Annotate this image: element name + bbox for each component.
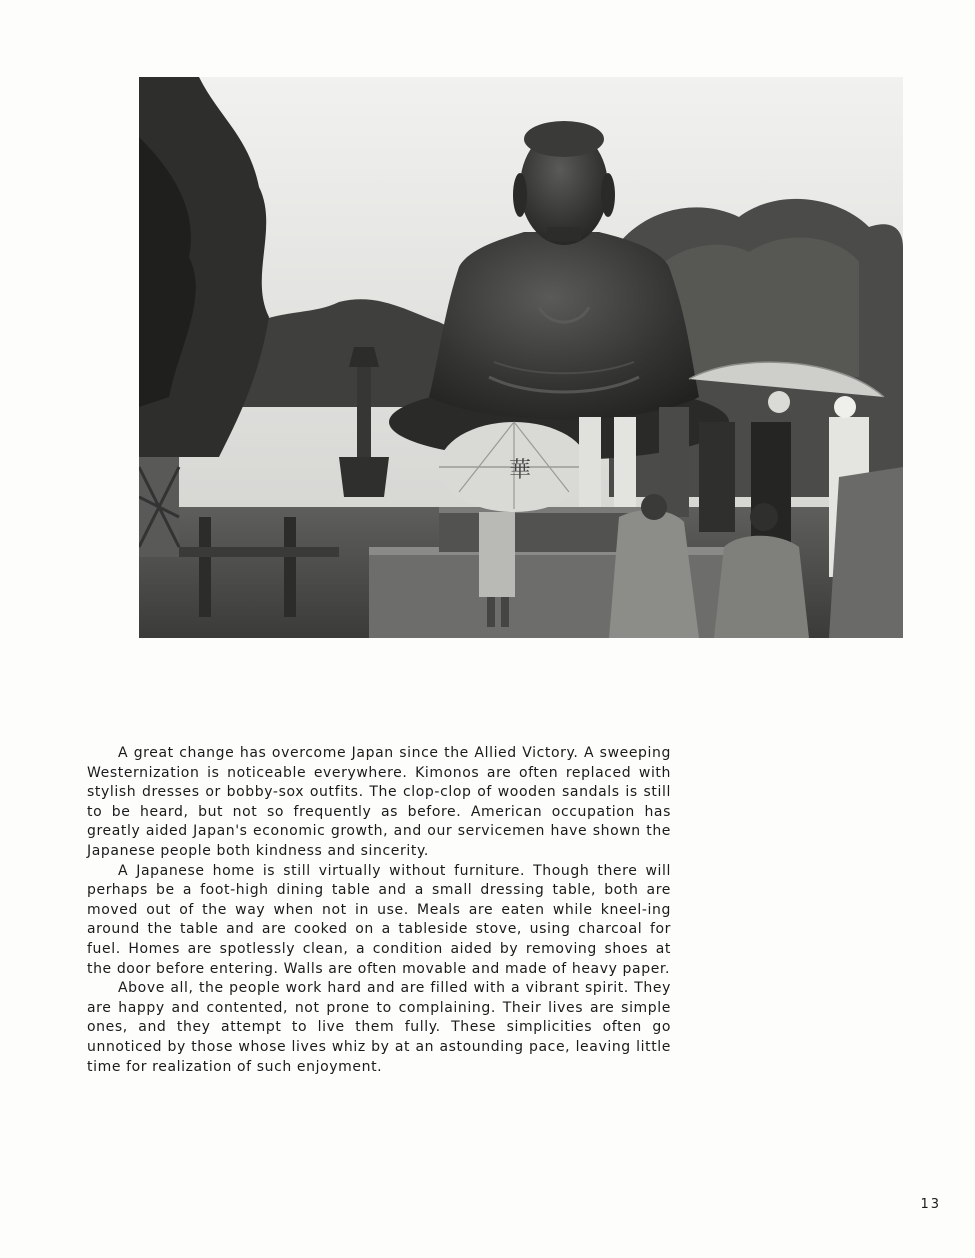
page-number: 13 — [920, 1197, 941, 1212]
paragraph-2: A Japanese home is still virtually without furniture. Though there will perhaps be a foot-high dining table and a small dressing table, both are moved out of the way when not in use. Meals are eaten while kneel-ing around the table and are cooked on a tableside stove, using charcoal for fuel. Homes are spotlessly clean, a condition aided by removing shoes at the door before entering. Walls are often movable and made of heavy paper. — [87, 862, 671, 977]
article-body — [87, 744, 671, 1077]
umbrella-mark: 華 — [509, 458, 532, 483]
paragraph-3: Above all, the people work hard and are filled with a vibrant spirit. They are happy and contented, not prone to complaining. Their lives are simple ones, and they attempt to live them fully. These simplicities often go unnoticed by those whose lives whiz by at an astounding pace, leaving little time for realization of such enjoyment. — [87, 980, 671, 1075]
paragraph-1: A great change has overcome Japan since the Allied Victory. A sweeping Westernization is noticeable everywhere. Kimonos are often replaced with stylish dresses or bobby-sox outfits. The clop-clop of wooden sandals is still to be heard, but not so frequently as before. American occupation has greatly aided Japan's economic growth, and our servicemen have shown the Japanese people both kindness and sincerity. — [87, 745, 671, 859]
buddha-statue-photo — [139, 77, 903, 638]
photo-illustration — [139, 77, 903, 638]
